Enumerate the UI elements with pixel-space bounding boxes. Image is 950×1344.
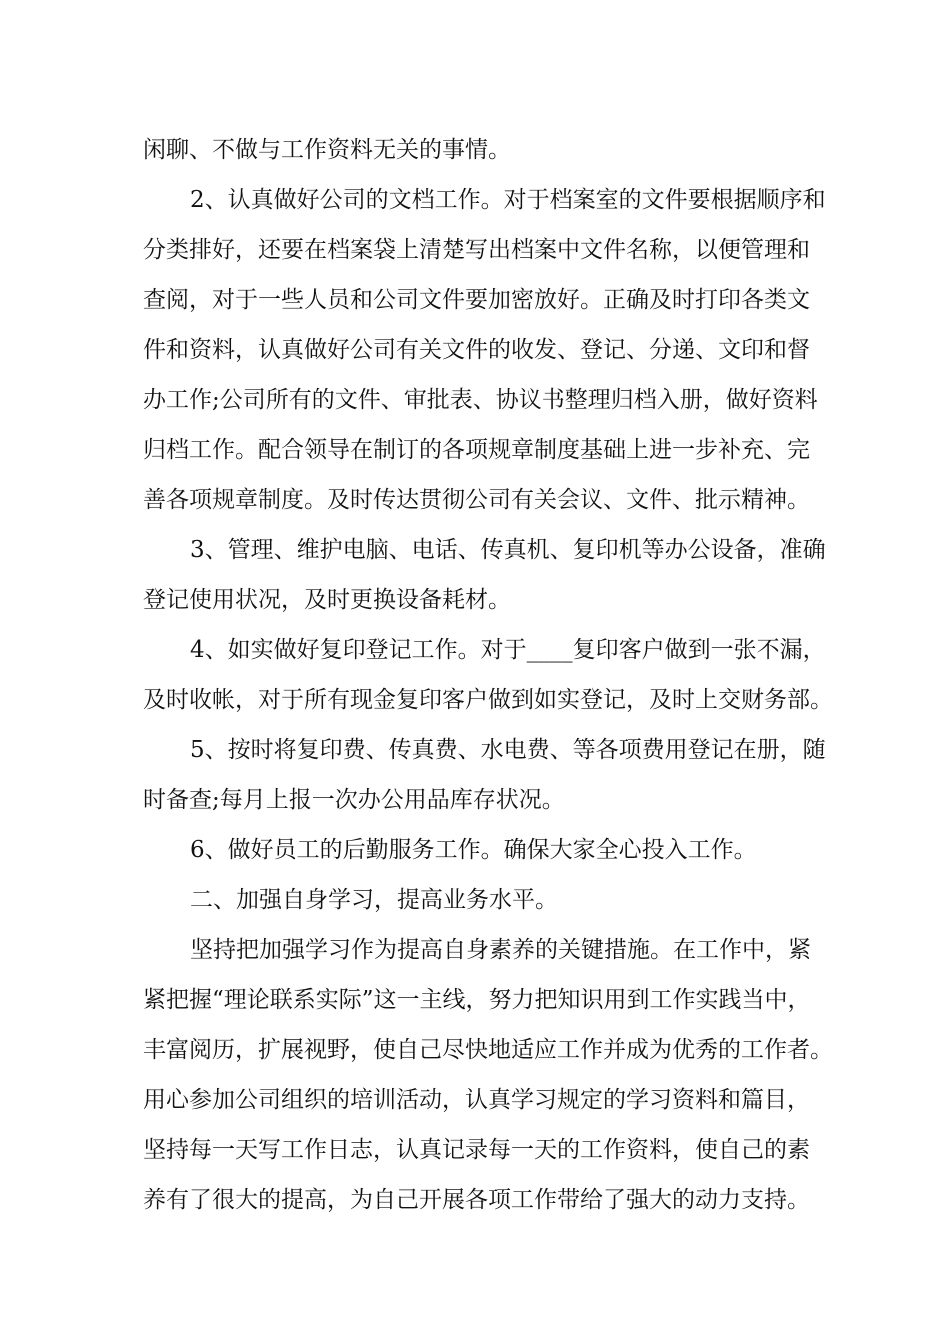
paragraph-line: 3、管理、维护电脑、电话、传真机、复印机等办公设备，准确	[190, 537, 826, 563]
text-line: 办工作;公司所有的文件、审批表、协议书整理归档入册，做好资料	[143, 387, 818, 413]
text-line: 坚持每一天写工作日志，认真记录每一天的工作资料，使自己的素	[143, 1137, 810, 1163]
text-line: 养有了很大的提高，为自己开展各项工作带给了强大的动力支持。	[143, 1187, 810, 1213]
text-line: 及时收帐，对于所有现金复印客户做到如实登记，及时上交财务部。	[143, 687, 833, 713]
paragraph-line: 4、如实做好复印登记工作。对于____复印客户做到一张不漏，	[190, 637, 826, 663]
paragraph-line: 6、做好员工的后勤服务工作。确保大家全心投入工作。	[190, 837, 757, 863]
text-line: 善各项规章制度。及时传达贯彻公司有关会议、文件、批示精神。	[143, 487, 810, 513]
text-line: 分类排好，还要在档案袋上清楚写出档案中文件名称，以便管理和	[143, 237, 810, 263]
text-line: 查阅，对于一些人员和公司文件要加密放好。正确及时打印各类文	[143, 287, 810, 313]
text-line: 紧把握“理论联系实际”这一主线，努力把知识用到工作实践当中，	[143, 987, 811, 1013]
text-line: 闲聊、不做与工作资料无关的事情。	[143, 137, 511, 163]
paragraph-line: 5、按时将复印费、传真费、水电费、等各项费用登记在册，随	[190, 737, 826, 763]
text-line: 时备查;每月上报一次办公用品库存状况。	[143, 787, 565, 813]
paragraph-line: 坚持把加强学习作为提高自身素养的关键措施。在工作中，紧	[190, 937, 811, 963]
text-line: 用心参加公司组织的培训活动，认真学习规定的学习资料和篇目，	[143, 1087, 810, 1113]
text-line: 登记使用状况，及时更换设备耗材。	[143, 587, 511, 613]
text-line: 归档工作。配合领导在制订的各项规章制度基础上进一步补充、完	[143, 437, 810, 463]
text-line: 丰富阅历，扩展视野，使自己尽快地适应工作并成为优秀的工作者。	[143, 1037, 833, 1063]
paragraph-line: 2、认真做好公司的文档工作。对于档案室的文件要根据顺序和	[190, 187, 826, 213]
text-line: 件和资料，认真做好公司有关文件的收发、登记、分递、文印和督	[143, 337, 810, 363]
section-heading: 二、加强自身学习，提高业务水平。	[190, 887, 558, 913]
